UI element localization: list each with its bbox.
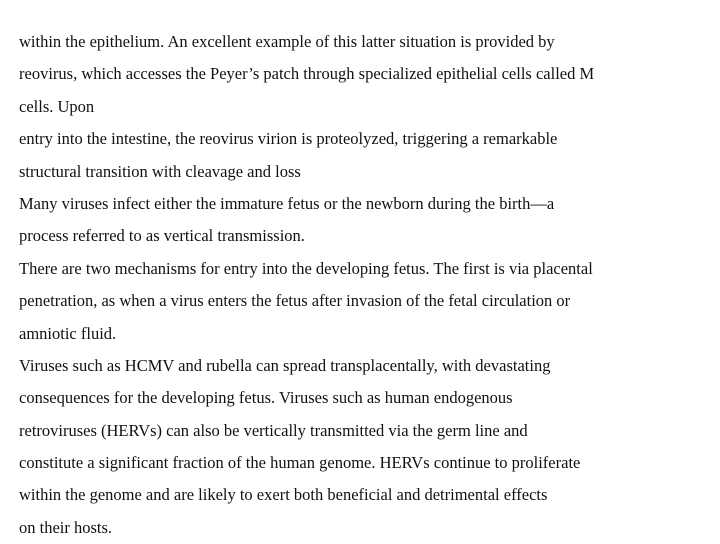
text-line: There are two mechanisms for entry into the developing fetus. The first is via placental <box>19 258 593 278</box>
text-line: Many viruses infect either the immature fetus or the newborn during the birth—a <box>19 193 555 213</box>
text-line: consequences for the developing fetus. Viruses such as human endogenous <box>19 388 513 408</box>
text-line: entry into the intestine, the reovirus virion is proteolyzed, triggering a remarkable <box>19 129 558 149</box>
document-body <box>19 26 709 544</box>
text-line: reovirus, which accesses the Peyer’s patch through specialized epithelial cells called M <box>19 64 595 84</box>
text-line: Viruses such as HCMV and rubella can spread transplacentally, with devastating <box>19 355 551 375</box>
text-line: within the epithelium. An excellent example of this latter situation is provided by <box>19 32 555 51</box>
text-line: constitute a significant fraction of the human genome. HERVs continue to proliferate <box>19 453 581 473</box>
text-line: cells. Upon <box>19 96 95 116</box>
text-line: penetration, as when a virus enters the fetus after invasion of the fetal circulation or <box>19 291 571 311</box>
text-line: within the genome and are likely to exert both beneficial and detrimental effects <box>19 485 548 505</box>
text-line: structural transition with cleavage and loss <box>19 161 301 181</box>
text-line: process referred to as vertical transmission. <box>19 226 305 246</box>
text-line: amniotic fluid. <box>19 323 117 343</box>
text-line: retroviruses (HERVs) can also be vertically transmitted via the germ line and <box>19 420 528 440</box>
text-line: on their hosts. <box>19 517 113 537</box>
